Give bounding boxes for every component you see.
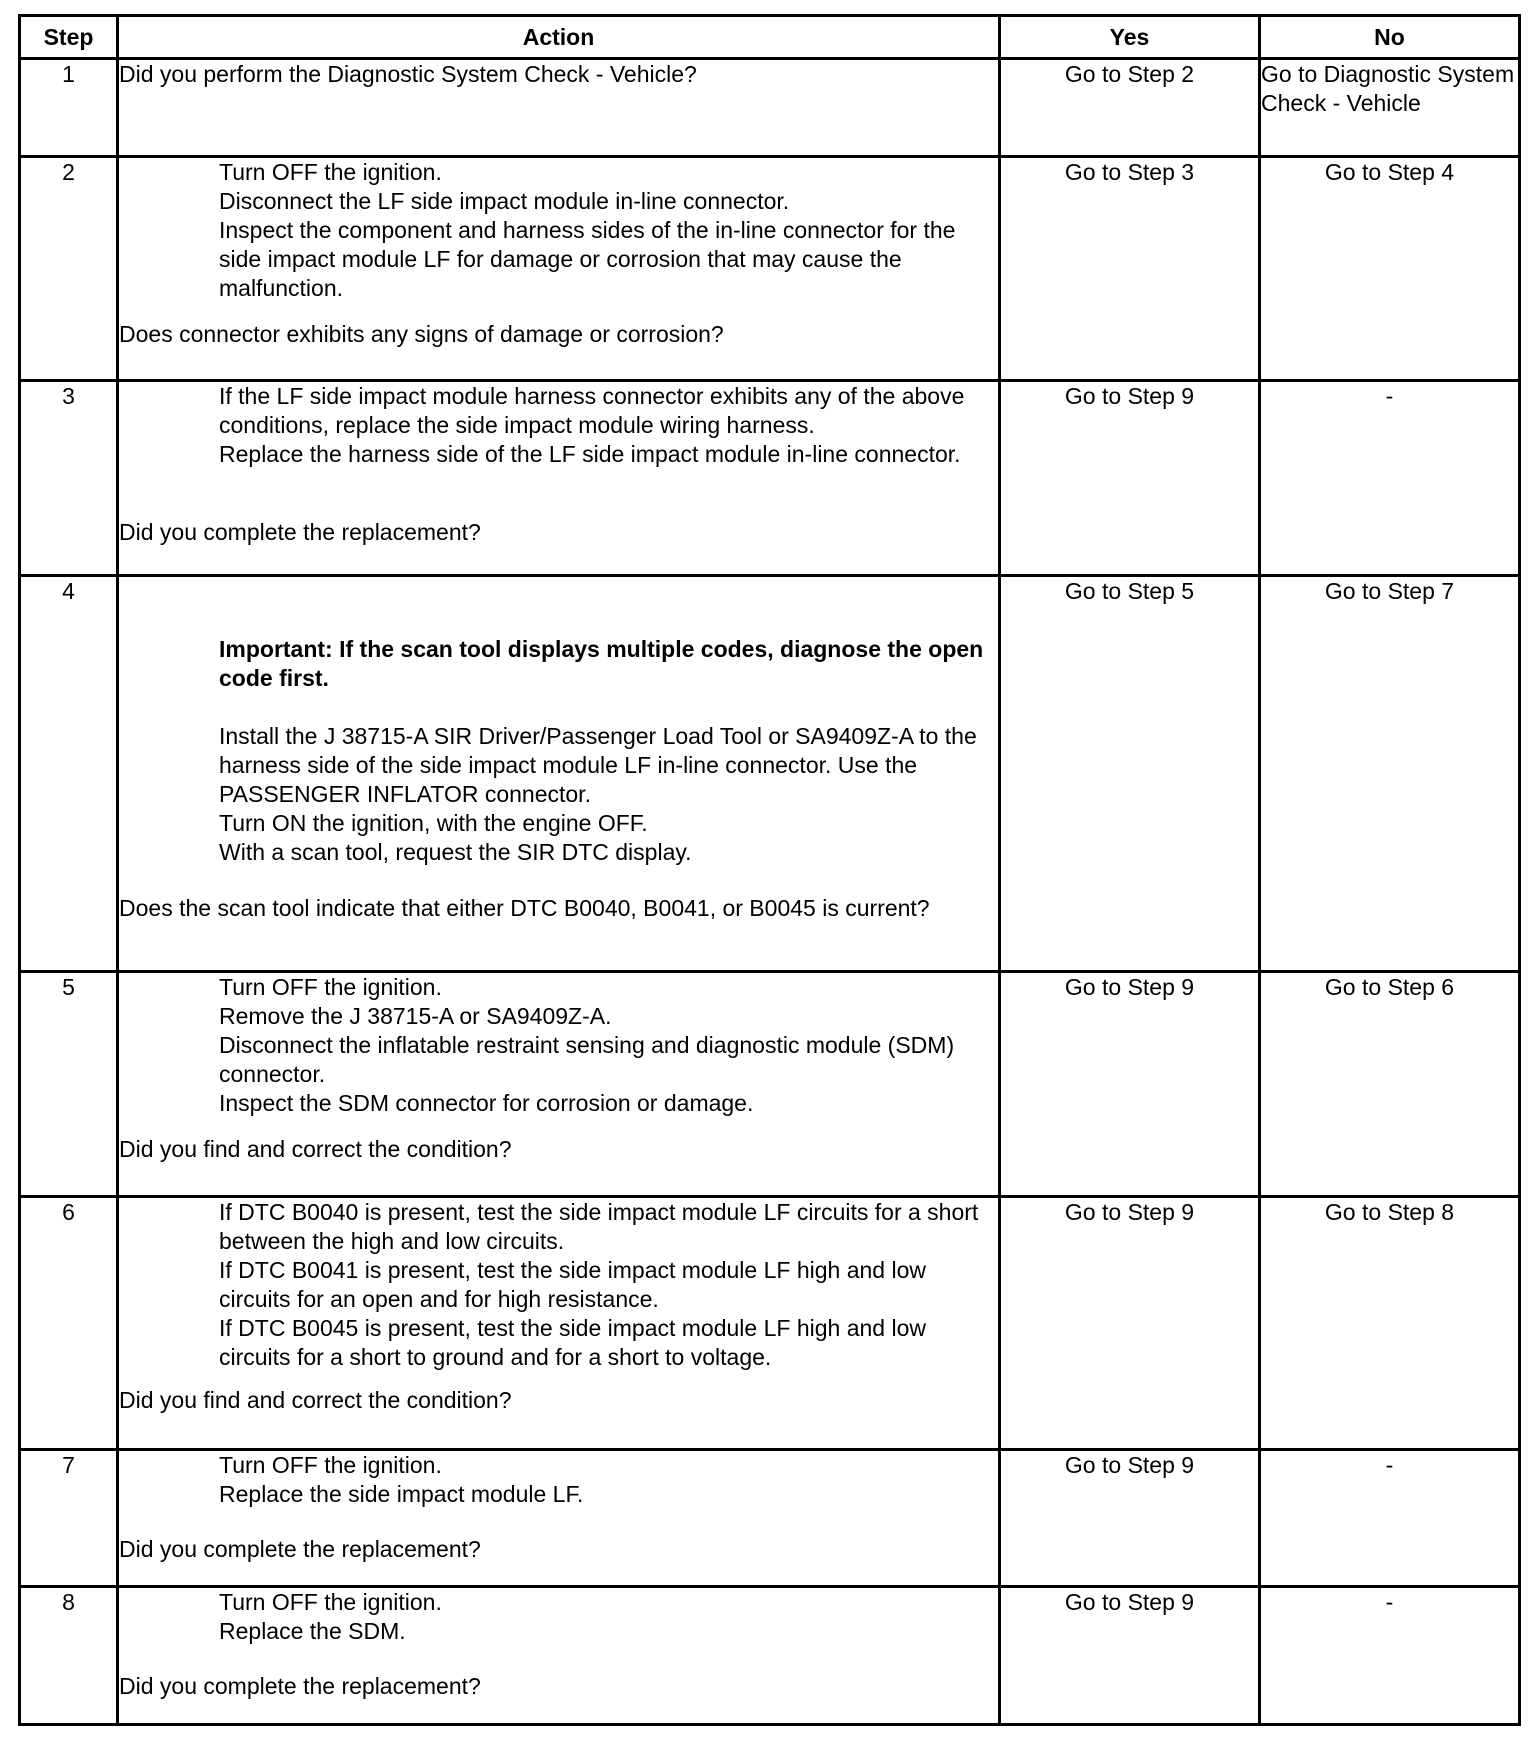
instruction-line: Turn OFF the ignition. xyxy=(219,974,442,1001)
step-number: 2 xyxy=(20,156,118,380)
no-result: Go to Diagnostic System Check - Vehicle xyxy=(1260,59,1520,157)
instruction-line: Turn OFF the ignition. xyxy=(219,158,442,185)
diagnostic-table xyxy=(18,14,1521,1726)
important-note: Important: If the scan tool displays multiple codes, diagnose the open code first. xyxy=(219,636,984,692)
action-cell xyxy=(118,576,1000,972)
action-cell xyxy=(118,1196,1000,1449)
table-row xyxy=(20,156,1520,380)
no-result: - xyxy=(1260,380,1520,575)
instruction-line: Turn OFF the ignition. xyxy=(219,1589,442,1616)
action-cell xyxy=(118,1587,1000,1725)
action-instructions xyxy=(119,577,998,867)
action-cell xyxy=(118,380,1000,575)
no-result: - xyxy=(1260,1587,1520,1725)
instruction-line: Replace the harness side of the LF side impact module in-line connector. xyxy=(219,440,961,467)
no-result: Go to Step 7 xyxy=(1260,576,1520,972)
action-instructions xyxy=(119,158,998,303)
instruction-line: Turn OFF the ignition. xyxy=(219,1451,442,1478)
instruction-line: Disconnect the inflatable restraint sensing and diagnostic module (SDM) connector. xyxy=(219,1032,955,1088)
step-number: 1 xyxy=(20,59,118,157)
table-row xyxy=(20,1449,1520,1587)
step-question: Does connector exhibits any signs of damage or corrosion? xyxy=(119,320,724,347)
yes-result: Go to Step 2 xyxy=(1000,59,1260,157)
yes-result: Go to Step 9 xyxy=(1000,972,1260,1196)
step-number: 6 xyxy=(20,1196,118,1449)
instruction-line: Disconnect the LF side impact module in-line connector. xyxy=(219,187,790,214)
step-number: 4 xyxy=(20,576,118,972)
step-question: Did you find and correct the condition? xyxy=(119,1386,512,1413)
instruction-line: If DTC B0045 is present, test the side impact module LF high and low circuits for a short to ground and for a short to voltage. xyxy=(219,1314,926,1370)
table-row xyxy=(20,1196,1520,1449)
header-row xyxy=(20,16,1520,59)
yes-result: Go to Step 3 xyxy=(1000,156,1260,380)
step-number: 7 xyxy=(20,1449,118,1587)
instruction-line: If DTC B0040 is present, test the side impact module LF circuits for a short between the high and low circuits. xyxy=(219,1198,979,1254)
action-instructions xyxy=(119,1451,998,1509)
no-result: Go to Step 4 xyxy=(1260,156,1520,380)
action-instructions xyxy=(119,973,998,1118)
no-result: Go to Step 8 xyxy=(1260,1196,1520,1449)
step-number: 3 xyxy=(20,380,118,575)
action-instructions xyxy=(119,1588,998,1646)
action-instructions xyxy=(119,1198,998,1372)
header-step: Step xyxy=(20,16,118,59)
action-instructions xyxy=(119,382,998,469)
step-question: Did you perform the Diagnostic System Check - Vehicle? xyxy=(119,61,697,87)
instruction-line: Inspect the SDM connector for corrosion or damage. xyxy=(219,1090,754,1117)
step-question: Did you complete the replacement? xyxy=(119,1673,481,1700)
instruction-line: Install the J 38715-A SIR Driver/Passenger Load Tool or SA9409Z-A to the harness side of the side impact module LF in-line connector. Use the PASSENGER INFLATOR connector. xyxy=(219,723,977,808)
step-question: Did you complete the replacement? xyxy=(119,1535,481,1562)
action-cell xyxy=(118,1449,1000,1587)
instruction-line: With a scan tool, request the SIR DTC display. xyxy=(219,839,692,866)
yes-result: Go to Step 5 xyxy=(1000,576,1260,972)
action-cell xyxy=(118,972,1000,1196)
instruction-line: Replace the SDM. xyxy=(219,1618,406,1645)
instruction-line: If DTC B0041 is present, test the side impact module LF high and low circuits for an open and for high resistance. xyxy=(219,1256,926,1312)
header-yes: Yes xyxy=(1000,16,1260,59)
no-result: - xyxy=(1260,1449,1520,1587)
step-question: Does the scan tool indicate that either DTC B0040, B0041, or B0045 is current? xyxy=(119,895,930,922)
step-question: Did you complete the replacement? xyxy=(119,518,481,545)
instruction-line: Inspect the component and harness sides of the in-line connector for the side impact module LF for damage or corrosion that may cause the malfunction. xyxy=(219,216,956,301)
instruction-line: Turn ON the ignition, with the engine OFF. xyxy=(219,810,648,837)
step-number: 8 xyxy=(20,1587,118,1725)
table-row xyxy=(20,576,1520,972)
yes-result: Go to Step 9 xyxy=(1000,380,1260,575)
table-row xyxy=(20,972,1520,1196)
yes-result: Go to Step 9 xyxy=(1000,1449,1260,1587)
instruction-line: If the LF side impact module harness connector exhibits any of the above conditions, replace the side impact module wiring harness. xyxy=(219,382,965,438)
action-cell xyxy=(118,59,1000,157)
yes-result: Go to Step 9 xyxy=(1000,1587,1260,1725)
table-row xyxy=(20,380,1520,575)
header-action: Action xyxy=(118,16,1000,59)
no-result: Go to Step 6 xyxy=(1260,972,1520,1196)
header-no: No xyxy=(1260,16,1520,59)
yes-result: Go to Step 9 xyxy=(1000,1196,1260,1449)
instruction-line: Replace the side impact module LF. xyxy=(219,1480,584,1507)
table-row xyxy=(20,59,1520,157)
table-row xyxy=(20,1587,1520,1725)
step-number: 5 xyxy=(20,972,118,1196)
action-cell xyxy=(118,156,1000,380)
step-question: Did you find and correct the condition? xyxy=(119,1136,512,1163)
instruction-line: Remove the J 38715-A or SA9409Z-A. xyxy=(219,1003,612,1030)
